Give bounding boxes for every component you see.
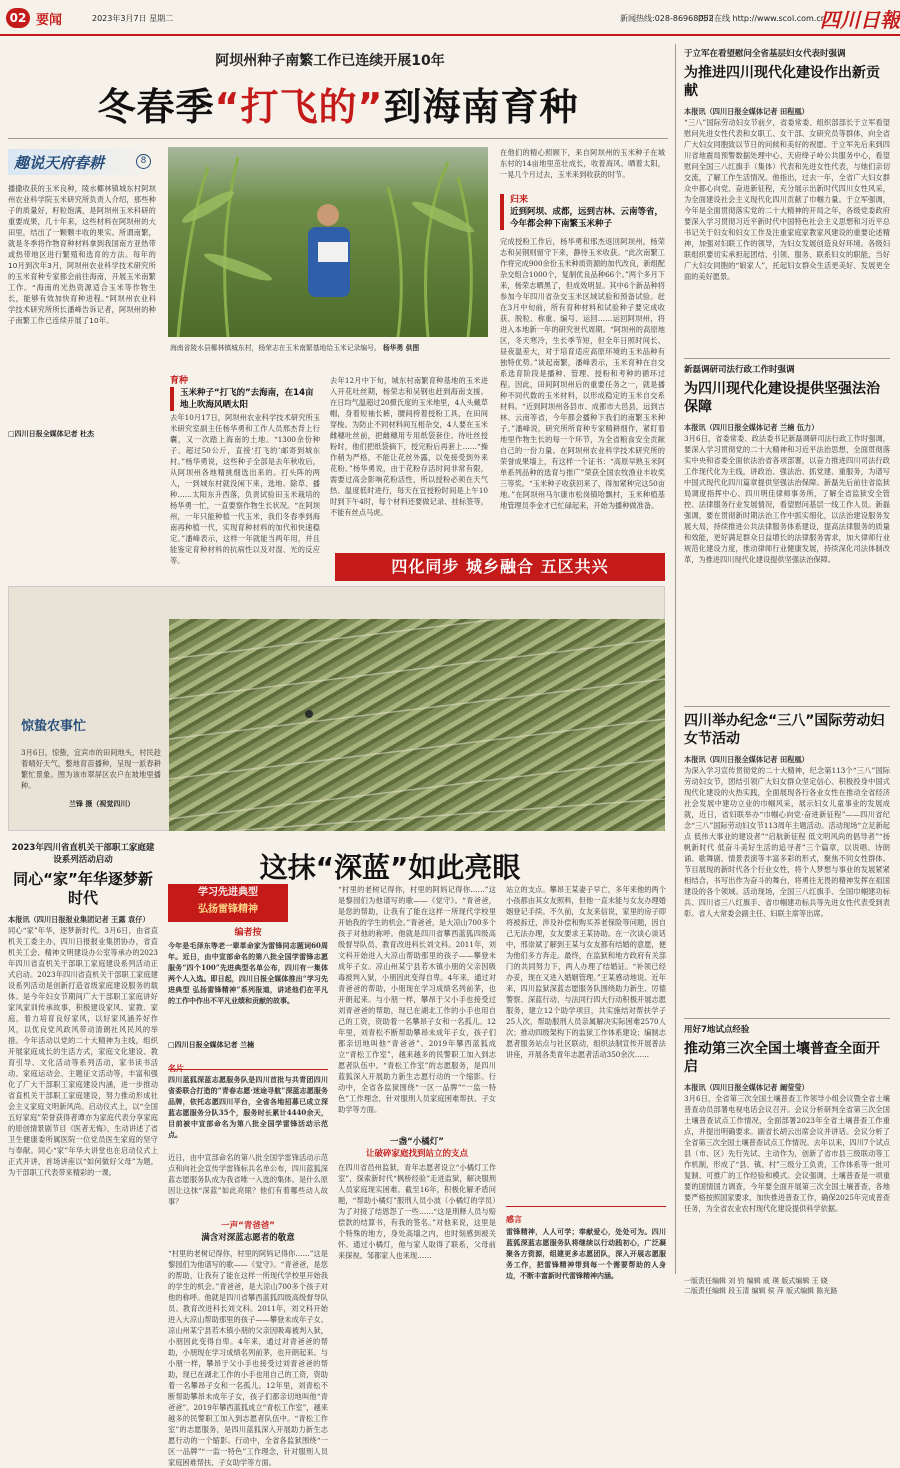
sidebar-title: 趣说天府春耕: [14, 154, 105, 172]
deep-blue-headline: 这抹“深蓝”如此亮眼: [259, 851, 521, 884]
wide-photo-caption: 3月6日，惊蛰，宜宾市的田间地头，村民趁着晴好天气，整地育苗播种，呈现一派春耕繁忙景象。图为该市翠屏区农户在坡地里播种。: [21, 748, 161, 790]
headline-part-2: “打飞的”: [214, 85, 384, 129]
article-d-byline: 本报讯（四川日报全媒体记者 阚莹莹）: [684, 1083, 809, 1092]
sentiment-tag: 感言: [506, 1215, 522, 1224]
right-divider-3: [684, 1018, 890, 1019]
heading-2-title: 一盏“小橘灯”: [390, 1137, 444, 1147]
profile-tag-label: 名片: [168, 1064, 184, 1073]
lead-body-col1: 去年10月17日，阿坝州农业科学技术研究所玉米研究室副主任杨华勇和工作人员邢杰背上行囊，又一次踏上海南的土地。“1300余份种子、超过50公斤，直接‘打飞的’邮寄到城东村。”杨华勇说，这些种子全部是去年秋收后，从阿坝州各地精挑细选出来的。打头阵的两人，一到城东村就没闲下来，选地、除草、播种……太阳东升西落，负责试验田玉米栽培的杨华勇一忙，一直要察作物生长状况。“在阿坝州，一年只能种植一代玉米，我们冬春季到海南再种植一代，实现育种材料的加代和快速稳定。”潘峰表示，这样一年就能当两年用，并且能鉴定育种材料的抗病性以及对湿、光的反应等。: [170, 413, 320, 565]
article-b-body: 3月6日，省委常委、政法委书记新磊调研司法行政工作时强调，要深入学习贯彻党的二十大精神和习近平法治思想，全面贯彻落实中央和省委全面依法治省各项部署，以奋力推进四川司法行政工作现代化为主线，讲政治、强法治、抓党建、重服务，为谱写中国式现代化四川篇章提供坚强法治保障。新磊先后前往省监狱局调度指挥中心、四川明佳律师事务所，了解全省监狱安全管控、法律服务行业发展情况，看望慰问基层一线工作人员。新磊强调，要在贯彻新时期法治工作中抓实细化，以法治建设服务发展大局，持续推进公共法律服务体系建设，提高法律服务的质量和效能，更好满足群众日益增长的法律服务需求，加大律师行业规范化建设力度，推动律师行业健康发展，持续深化司法体制改革，为推进四川现代化建设提供坚强法治保障。: [684, 434, 890, 564]
deep-blue-badge: [168, 884, 288, 922]
article-d-headline: 推动第三次全国土壤普查全面开启: [684, 1041, 880, 1075]
lead-headline: [78, 76, 598, 131]
wide-photo: [8, 586, 665, 831]
return-subhead-label: 归来: [500, 194, 665, 206]
issue-date: 2023年3月7日 星期二: [92, 14, 174, 23]
notebook: [318, 242, 348, 262]
subhead-title: 玉米种子“打飞的”去海南，在14亩地上吹海风晒太阳: [170, 387, 320, 411]
lead-body-col2: 去年12月中下旬，城东村南繁育种基地的玉米进入开花吐丝期，杨荣志和吴钢也赶到海南支援。在日均气温超过20摄氏度的玉米地里，4人头戴草帽，身着短袖长裤，腰间挎着授粉工具，在田间穿梭。为防止不同材料间互相杂交，4人要在玉米雌穗吐丝前，把雌穗用专用纸袋套住。待吐丝授粉时，他们把纸袋摘下，授完粉后再套上……“操作稍为严格，不能让花丝外露，以免接受到外来花粉。”杨华勇说，由于花粉存活时间非常有限，需要过高会影响花粉活性，所以授粉必须在天气热、温度低时进行，每天在宜授粉时间是上午10时到下午4时，每个材料还要做记录、挂标签等，不能有丝点马虎。: [330, 376, 488, 517]
family-byline: 本报讯（四川日报报业集团记者 王露 袁仔）: [8, 915, 150, 924]
editor-note-text: 今年是毛泽东等老一辈革命家为雷锋同志题词60周年。近日，由中宣部命名的第八批全国学雷锋志愿服务“四个100”先进典型名单公布，四川有一集体两个人入选。即日起，四川日报全媒体推出“学习先进典型 弘扬雷锋精神”系列报道，讲述他们在平凡的工作中作出不平凡业绩和贡献的故事。: [168, 941, 328, 1005]
lead-kicker: 阿坝州种子南繁工作已连续开展10年: [215, 53, 445, 69]
return-subhead: [500, 194, 665, 230]
field-rows: [169, 619, 665, 831]
article-c-byline: 本报讯（四川日报全媒体记者 田程凰）: [684, 755, 809, 764]
lead-body-col3-top: 在他们的精心照顾下，来自阿坝州的玉米种子在城东村的14亩地里茁壮成长，收着海风、晒着太阳，一晃几个月过去，玉米来到收获的时节。: [500, 148, 665, 179]
deep-blue-body-1: “村里的老树记得你，村里的阿妈记得你……”这是黎园们为他谱写的歌——《觉守》。“青爸爸，是您的帮助，让我有了能在这样一所现代学校里开始我的学生的机会。”青爸爸，是大凉山700多个孩子对他的称呼。他就是四川省攀西蓝狐四级高级督导队员、教育改进科长刘文科。2011年，刘文科开始进入大凉山帮助那里的孩子——攀登未成年子女。凉山州某宁县若木镇小朋的父亲因吸毒被判入狱，小朋因此变得自卑。4年来，通过对青爸爸的帮助，小朋现在学习成绩名列前茅，也开朗起来。与小朋一样，攀昂于父小手也接受过刘青爸爸的帮助，现已在湖北工作的小手也用自己的工资，资助着一名攀昂子女和一名孤儿。12年里，刘青松不断帮助攀昂未成年子女，孩子们都亲切地叫他“青爸爸”。2019年攀西蓝狐成立“青松工作室”，越来越多的民警职工加入到志愿者队伍中。“青松工作室”的志愿服务，是四川蓝狐深入开展助力新生志愿行动的一个缩影。行动中，全省各监狱围绕“一区一品牌”“一监一特色”工作理念，针对服刑人员家庭困难帮扶、子女助学等方面。: [168, 1249, 328, 1467]
page-header: [0, 0, 900, 36]
footer-line-1: 一版责任编辑 刘 钧 编辑 戚 瑛 版式编辑 王 晓: [684, 1277, 828, 1285]
subhead-label: 育种: [170, 376, 189, 386]
lead-subhead: [170, 375, 320, 411]
researcher-head: [317, 204, 339, 226]
badge-line-1: 学习先进典型: [198, 887, 258, 898]
website[interactable]: 四川在线 http://www.scol.com.cn: [698, 14, 826, 23]
sentiment-box: [506, 1206, 666, 1280]
newspaper-logo: 四川日報: [820, 8, 900, 32]
slogan-banner: 四化同步 城乡融合 五区共兴: [335, 553, 665, 581]
article-a-headline: 为推进四川现代化建设作出新贡献: [684, 65, 880, 99]
article-b-headline: 为四川现代化建设提供坚强法治保障: [684, 381, 880, 415]
editor-note: [168, 926, 328, 1034]
article-a-kicker: 于立军在看望慰问全省基层妇女代表时强调: [684, 49, 846, 59]
section-heading-2: [338, 1136, 496, 1160]
field-photo: [169, 619, 665, 831]
article-c-headline: 四川举办纪念“三八”国际劳动妇女节活动: [684, 713, 885, 747]
photo-caption: [170, 342, 490, 352]
footer-line-2: 二版责任编辑 段玉清 编辑 侯 萍 版式编辑 陈光路: [684, 1287, 838, 1295]
article-b-kicker: 新磊调研司法行政工作时强调: [684, 365, 795, 375]
article-b-byline: 本报讯（四川日报全媒体记者 兰楠 伍力）: [684, 423, 819, 432]
headline-part-3: 到海南育种: [383, 85, 579, 129]
family-campaign-article: [8, 842, 158, 1282]
right-article-a: [684, 48, 890, 353]
divider: [8, 138, 668, 139]
right-divider-1: [684, 358, 890, 359]
headline-part-1: 冬春季: [97, 85, 215, 129]
wide-photo-credit: 兰锋 摄（视觉四川）: [69, 799, 135, 808]
farmer-figure: [305, 710, 313, 718]
article-d-kicker: 用好7地试点经验: [684, 1025, 750, 1035]
sidebar-title-bar: [8, 149, 156, 175]
sidebar-body: 播撒收获的玉米良种，陵水椰林镇城东村阿坝州农业科学院玉米研究所负责人介绍，那些种子的质量好，籽粒饱满，是阿坝州玉米科研的重要成果，几十年来，这些材料在阿坝州的大田里，结出了一颗颗丰收的果实。所谓南繁，就是冬季将作物育种材料拿到我国南方亚热带或热带地区进行繁殖和选育的方法。每年的10月到次年3月，阿坝州农业科学技术研究所的玉米育种专家都会前往海南，开展玉米南繁工作。“海南的光热资源适合玉米等作物生长，能够有效加快育种进程。”阿坝州农业科学技术研究所所长潘峰告诉记者，阿坝州的种子南繁工作已连续开展了10年。: [8, 184, 156, 325]
lead-photo: [168, 147, 488, 337]
photo-caption-text: 海南省陵水县椰林镇城东村，杨荣志在玉米南繁基地给玉米记录编号。: [170, 344, 381, 352]
right-article-d: [684, 1024, 890, 1274]
photo-credit: 杨华勇 供图: [382, 344, 420, 352]
sentiment-text: 雷锋精神，人人可学；奉献爱心，处处可为。四川蓝狐深蓝志愿服务队将继续以行动践初心，广泛凝聚各方资源，组建更多志愿团队，深入开展志愿服务工作，把雷锋精神带到每一个需要帮助的人身边，不断丰富新时代雷锋精神内涵。: [506, 1227, 666, 1280]
article-c-body: 为深入学习宣传贯彻党的二十大精神，纪念第113个“三八”国际劳动妇女节，团结引领广大妇女群众坚定信心、积极投身中国式现代化建设的火热实践，全面展现各行各业女性在推动全省经济社会发展中建功立业的巾帼风采，展示妇女儿童事业的发展成就，近日，省妇联举办“巾帼心向党·奋进新征程”——四川省纪念“三八”国际劳动妇女节113周年主题活动。活动现场“立足新起点 低伟大事业的建设者”“启航新征程 低文明风尚的倡导者”“扬帆新时代 低奋斗美好生活的追寻者”三个篇章，以说唱、诗朗诵、歌舞剧、情景表演等丰富多彩的形式，聚焦不同女性群体。节目展现的新时代各个行业女性，将个人梦想与事业的发展紧紧相结合，书写出作为奋斗的舞台，将勇往无畏的精神发挥在祖国建设的各个领域。活动现场，全国三八红旗手、全国巾帼建功标兵、四川省三八红旗手、省巾帼建功标兵等先进女性代表受到表彰。省人大常委会副主任、妇联主席等出席。: [684, 766, 890, 918]
right-article-b: [684, 364, 890, 704]
heading-2-subtitle: 让破碎家庭找到站立的支点: [365, 1149, 468, 1159]
article-d-body: 3月6日，全省第三次全国土壤普查工作领导小组会议暨全省土壤普查动员部署电视电话会议召开。会议分析研判全省第三次全国土壤普查试点工作情况，全面部署2023年全省土壤普查工作重点，并提出明确要求。副省长胡云出席会议并讲话。会议分析了全省第三次全国土壤普查试点工作情况。去年以来，四川7个试点县（市、区）先行先试、主动作为，创新了省市县三级联动等工作机制，形成了“县、镇、村”三级分工负责，工作体系等一批可复制、可推广的工作经验和模式。会议强调，土壤普查是一项重要的国情国力调查，今年要全面开展第三次全国土壤普查，各地要严格按照国家要求，加快推进普查工作，确保2025年完成普查任务，为全省农业农村现代化建设提供科学依据。: [684, 1094, 890, 1213]
family-kicker: 2023年四川省直机关干部职工家庭建设系列活动启动: [11, 843, 155, 865]
page-number-badge: 02: [6, 8, 30, 28]
deep-blue-intro: 近日，由中宣部命名的第八批全国学雷锋活动示范点和向社会宣传学雷锋标兵名单公布，四川蓝狐深蓝志愿服务队成为我省唯一入选的集体。是什么原因让这抹“深蓝”如此亮眼？他们有着哪些动人故事？: [168, 1153, 328, 1206]
profile-tag: [168, 1056, 328, 1073]
article-a-byline: 本报讯（四川日报全媒体记者 田程凰）: [684, 107, 809, 116]
family-headline: 同心“家”年华逐梦新时代: [13, 870, 153, 907]
deep-blue-byline: □四川日报全媒体记者 兰楠: [168, 1041, 255, 1049]
deep-blue-body-3: 在四川省邑州监狱，青年志愿者设立“小橘灯工作室”，探索新时代“枫桥经验”走进监狱，解决服刑人员家庭现实困难。截至16年，积极化解矛盾问题，“帮助小橘灯”服刑人员小波（小橘灯的学员）为了对接了结恩怨了一些……“这是刑释人员与赔偿款的结算书，有我的签名。”对他来说，这里是个特殊的地方，身处高墙之内，也时刻感到被关怀。通过小橘灯，他与家人取得了联系，父母前来探视。邹都家人也来现……: [338, 1163, 496, 1260]
editor-note-title: 编者按: [234, 928, 262, 938]
heading-1-title: 一声“青爸爸”: [221, 1221, 275, 1231]
section-name: 要闻: [36, 13, 63, 28]
article-a-body: “三八”国际劳动妇女节前夕，省委常委、组织部部长于立军看望慰问先进女性代表和女职工、女干部、女研究员等群体，向全省广大妇女同胞致以节日的问候和美好的祝愿。于立军先后来到四川省地震局预警数据处理中心、天府绛子岭公共服务中心，看望慰问全国三八红旗手（集体）代表和先进女性代表，与她们亲切交流，了解工作生活情况。他指出，过去一年，全省广大妇女群众中都心向党、奋进新征程，充分展示出新时代四川女性风采，为全面建设社会主义现代化四川贡献了巾帼力量。于立军强调，今年是全面贯彻落实党的二十大精神的开局之年，各级党委政府要深入学习贯彻习近平新时代中国特色社会主义思想和习近平总书记关于妇女和妇女工作及注重家庭家教家风建设的重要论述精神，加强对妇联工作的领导，为妇女发展创造良好环境。各级妇联组织要切实承担起团结、引领、服务、联系妇女的职能，当好广大妇女同胞的“娘家人”，托起妇女群众生活更美好、发展更全面的美好愿景。: [684, 118, 890, 281]
page-footer: [684, 1276, 890, 1296]
cornfield-illustration: [168, 147, 488, 337]
deep-blue-body-4: 站立的支点。攀昂王某妻子早亡，多年来他的两个小孩都由其女友照料，但他一直未能与女友办理婚姻登记手续。不久前，女友来信说，家里的房子即将被拆迁，涉及补偿和购买养老保险等问题，因自己无法办理，女友要求王某协助。在一次谈心谈话中，邢崇斌了解到王某与女友都有结婚的意愿，便为他们多方奔走。最终，在监狱和地方政府有关部门的共同努力下，两人办理了结婚证。“补领已经办妥，现在又进入婚姻管理。”王某感动地说。近年来，四川监狱深蓝志愿服务队围绕助力新生、厉德警察、深蓝行动、与法同行四大行动积极开展志愿服务，建立12个助学项目，共实施结对帮扶学子25人次，帮助服刑人员亲属解决实际困难2570人次；推动四级架构下的监狱工作体系建设；编制志愿者服务站点与社区联动，组织法制宣传开展普法讲座，开展各类青年志愿者活动350余次……: [506, 885, 666, 1059]
right-article-c: [684, 712, 890, 1012]
right-divider-2: [684, 706, 890, 707]
right-rail-divider: [675, 44, 676, 1274]
section-heading-1: [168, 1220, 328, 1244]
sidebar: [8, 145, 158, 445]
profile-card: 四川蓝狐深蓝志愿服务队是四川首批与共青团四川省委联合打造的“青春志愿·迷途寻航”深蓝志愿服务品牌，依托志愿四川平台，全省各地招募已成立深蓝志愿服务分队35个，服务时长累计4440余天，目前被中宣部命名为第八批全国学雷锋活动示范点。: [168, 1075, 328, 1139]
news-hotline: 新闻热线:028-86968052: [620, 14, 714, 23]
badge-line-2: 弘扬雷锋精神: [198, 904, 258, 915]
deep-blue-body-2: “村里的老树记得你，村里的阿妈记得你……”这是黎园们为他谱写的歌——《觉守》。“青爸爸，是您的帮助，让我有了能在这样一所现代学校里开始我的学生的机会。”青爸爸，是大凉山700多个孩子对他的称呼。他就是四川省攀西蓝狐四级高级督导队员、教育改进科长刘文科。2011年，刘文科开始进入大凉山帮助那里的孩子——攀登未成年子女。凉山州某宁县若木镇小朋的父亲因吸毒被判入狱，小朋因此变得自卑。4年来，通过对青爸爸的帮助，小朋现在学习成绩名列前茅，也开朗起来。与小朋一样，攀昂于父小手也接受过刘青爸爸的帮助，现已在湖北工作的小手也用自己的工资，资助着一名攀昂子女和一名孤儿。12年里，刘青松不断帮助攀昂未成年子女，孩子们都亲切地叫他“青爸爸”。2019年攀西蓝狐成立“青松工作室”，越来越多的民警职工加入到志愿者队伍中。“青松工作室”的志愿服务，是四川蓝狐深入开展助力新生志愿行动的一个缩影。行动中，全省各监狱围绕“一区一品牌”“一监一特色”工作理念，针对服刑人员家庭困难帮扶、子女助学等方面。: [338, 885, 496, 1114]
wide-photo-title: 惊蛰农事忙: [21, 719, 87, 734]
return-subhead-title: 近到阿坝、成都，远到吉林、云南等省，今年都会种下南繁玉米种子: [500, 206, 665, 230]
sidebar-byline: □四川日报全媒体记者 杜杰: [8, 430, 95, 438]
lead-body-col3: 完成授粉工作后，杨华勇和邢杰返回阿坝州，杨荣志和吴钢则留守下来，静待玉米收获。“此次南繁工作将完成900余份玉米种质资源的加代改良，新组配杂交组合1000个，复制优良品种66个。”两个多月下来，杨荣志晒黑了，但成效明显。其中6个新品种将参加今年四川省杂交玉米区域试验和预备试验。赶在3月中旬前，所有育种材料和试验种子要完成收获、脱粒、称重、编号、运回……运回阿坝州，将进入本地新一年的研究世代周期。“阿坝州的高原地区，冬天寒冷，生长季节短，但全年日照时间长、昼夜温差大，对于培育适应高原环境的玉米品种有独特优势。”谈起南繁，潘峰表示，玉米育种在自交系选育阶段是播种、管理、授粉和考种的循环过程。因此，田间阿坝州后的重要任务之一，就是播种不同代数的玉米材料，以形成稳定的玉米自交系材料。“近到阿坝州各县市、成都市大邑县，远到吉林、云南等省，今年都会播种下我们的南繁玉米种子。”潘峰说，研究所所育种专家精耕细作，紧盯着地里作物生长的每一个环节，为全省粮食安全贡献自己的一份力量。在阿坝州农业科学技术研究所的荣誉成果墙上，有这样一个证书：“高原早熟玉米阿单系列品种的选育与推广”荣获全国农牧渔业丰收奖三等奖。“玉米种子收获回来了，得加紧种完这50亩地。”在阿坝州马尔康市松岗镇哈飘村，玉米种植基地管理员李金才已忙碌起来，开始为播种做准备。: [500, 237, 665, 510]
family-body: 同心“家”年华，逐梦新时代。3月6日，由省直机关工委主办，四川日报报业集团协办，省直机关工会、精神文明建设办公室等承办的2023年四川省直机关干部职工家庭建设系列活动正式启动。2023年四川省直机关干部职工家庭建设系列活动是创新打造省级家庭建设服务的载体。是今年妇女节期间广大干部职工家庭讲好家风家训传承故事，积极建设家风、家教、家庭，着力培育良好家风，以好家风涵养好作风，以优良党风政风带动清朗社风民风的举措。今年活动以党的二十大精神为主线，组织开展家庭成长的生活方式，家庭文化建设、教育引导、文化活动等系列活动，家书读书活动、家庭运动会、主题征文活动等，丰富和强化了广大干部职工家庭建设内涵，进一步推动省直机关干部职工家庭建设，努力推动形成社会主义家庭文明新风尚。启动仪式上，以“全国五好家庭”荣誉获得者谭亦为家庭代表分享家庭的原创情景剧节目《医者无悔》，生动讲述了省卫生健康委所属医院一位党员医生家庭的坚守与奉献。同心“家”年华大讲堂也在启动仪式上正式开讲，首场讲座以“如何做好父母”为题，为干部职工代表带来精彩的一课。: [8, 926, 158, 1177]
heading-1-subtitle: 满含对深蓝志愿者的敬意: [201, 1233, 295, 1243]
sidebar-number-badge: 8: [136, 154, 151, 169]
